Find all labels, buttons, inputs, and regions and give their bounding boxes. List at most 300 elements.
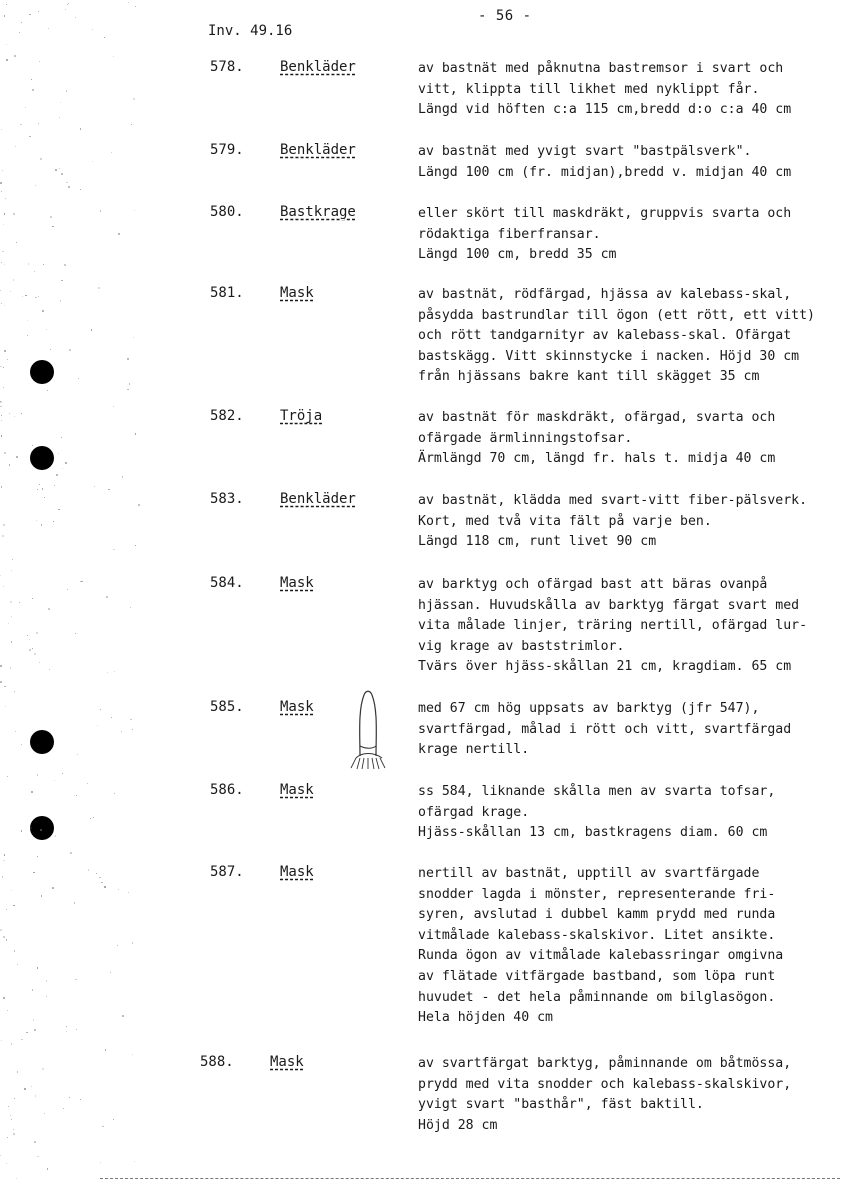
paper-speckle [60, 102, 61, 103]
description-line: huvudet - det hela påminnande om bilglasögon. [418, 989, 776, 1005]
paper-speckle [1, 1040, 2, 1041]
entry-description [418, 59, 858, 121]
paper-speckle [113, 549, 114, 550]
paper-speckle [91, 329, 93, 331]
paper-speckle [104, 37, 105, 38]
paper-speckle [21, 22, 22, 23]
paper-speckle [21, 744, 22, 745]
paper-speckle [0, 366, 1, 367]
paper-speckle [113, 1119, 114, 1120]
paper-speckle [62, 773, 63, 774]
paper-speckle [42, 1068, 44, 1070]
description-line: syren, avslutad i dubbel kamm prydd med runda [418, 907, 776, 923]
paper-speckle [66, 1031, 67, 1032]
paper-speckle [46, 980, 48, 982]
paper-speckle [31, 79, 32, 80]
paper-speckle [8, 1106, 9, 1107]
entry-number: 585. [210, 699, 244, 715]
paper-speckle [37, 774, 38, 775]
entry-name: Bastkrage [280, 204, 356, 220]
paper-speckle [7, 1010, 8, 1011]
paper-speckle [3, 367, 4, 368]
paper-speckle [36, 520, 37, 521]
description-line: eller skört till maskdräkt, gruppvis svarta och [418, 206, 792, 221]
paper-speckle [64, 264, 66, 266]
paper-speckle [99, 877, 100, 878]
paper-speckle [13, 213, 15, 215]
paper-speckle [65, 9, 66, 10]
paper-speckle [58, 453, 59, 454]
entry-name: Tröja [280, 408, 323, 424]
paper-speckle [39, 61, 40, 62]
paper-speckle [127, 358, 129, 360]
paper-speckle [61, 173, 63, 175]
paper-speckle [134, 1161, 135, 1162]
paper-speckle [48, 28, 49, 29]
paper-speckle [55, 169, 57, 171]
paper-speckle [135, 6, 136, 7]
paper-speckle [7, 359, 8, 360]
description-line: Tvärs över hjäss-skållan 21 cm, kragdiam. 65 cm [418, 659, 792, 675]
paper-speckle [39, 662, 40, 663]
paper-speckle [66, 1026, 67, 1027]
entry-name: Benkläder [280, 142, 356, 158]
description-line: Längd vid höften c:a 115 cm,bredd d:o c:a 40 cm [418, 102, 792, 118]
paper-speckle [11, 641, 13, 643]
paper-speckle [3, 524, 5, 526]
entry-number: 581. [210, 285, 244, 301]
paper-speckle [100, 1162, 102, 1164]
paper-speckle [75, 17, 76, 18]
paper-speckle [2, 251, 4, 253]
paper-speckle [1, 303, 2, 304]
paper-speckle [88, 869, 90, 871]
paper-speckle [66, 182, 68, 184]
entry-description [418, 408, 858, 470]
paper-speckle [0, 406, 1, 407]
paper-speckle [3, 586, 4, 587]
paper-speckle [0, 182, 2, 184]
paper-speckle [10, 291, 11, 292]
paper-speckle [32, 648, 33, 649]
paper-speckle [1, 191, 2, 192]
paper-speckle [90, 818, 91, 819]
paper-speckle [96, 873, 98, 875]
paper-speckle [21, 413, 22, 414]
paper-speckle [37, 967, 38, 968]
description-line: och rött tandgarnityr av kalebass-skal. Ofärgat [418, 328, 792, 344]
paper-speckle [59, 117, 60, 118]
entry-name: Benkläder [280, 59, 356, 75]
paper-speckle [2, 876, 4, 878]
paper-speckle [0, 1155, 1, 1156]
paper-speckle [129, 383, 130, 384]
paper-speckle [113, 406, 114, 407]
paper-speckle [29, 14, 30, 15]
paper-speckle [111, 717, 112, 718]
description-line: Längd 100 cm (fr. midjan),bredd v. midjan 40 cm [418, 164, 792, 180]
paper-speckle [76, 1029, 77, 1030]
paper-speckle [56, 474, 58, 476]
paper-speckle [100, 709, 101, 710]
paper-speckle [53, 521, 54, 522]
binder-hole [30, 816, 54, 840]
paper-speckle [19, 602, 20, 603]
paper-speckle [127, 389, 129, 391]
paper-speckle [87, 783, 88, 784]
paper-speckle [4, 305, 6, 307]
description-line: Runda ögon av vitmålade kalebassringar omgivna [418, 948, 784, 964]
description-line: påsydda bastrundlar till ögon (ett rött, ett vitt) [418, 307, 815, 323]
paper-speckle [2, 535, 4, 537]
paper-speckle [16, 242, 17, 243]
paper-speckle [59, 168, 60, 169]
paper-speckle [32, 598, 33, 599]
paper-speckle [34, 271, 35, 272]
entry-number: 580. [210, 204, 244, 220]
paper-speckle [0, 575, 1, 576]
paper-speckle [61, 437, 62, 438]
paper-speckle [62, 468, 64, 470]
paper-speckle [42, 488, 44, 490]
paper-speckle [11, 1043, 12, 1044]
paper-speckle [1, 435, 2, 436]
paper-speckle [37, 489, 38, 490]
paper-speckle [132, 729, 133, 730]
paper-speckle [42, 310, 44, 312]
paper-speckle [0, 665, 2, 667]
paper-speckle [70, 852, 72, 854]
paper-speckle [75, 979, 77, 981]
paper-speckle [41, 895, 42, 896]
paper-speckle [132, 1054, 133, 1055]
paper-speckle [11, 1119, 12, 1120]
paper-speckle [27, 335, 28, 336]
paper-speckle [35, 1095, 37, 1097]
paper-speckle [43, 264, 44, 265]
description-line: av bastnät med påknutna bastremsor i svart och [418, 61, 784, 76]
paper-speckle [60, 300, 61, 301]
paper-speckle [101, 882, 103, 884]
paper-speckle [110, 972, 111, 973]
paper-speckle [77, 754, 78, 755]
paper-speckle [117, 945, 118, 946]
paper-speckle [46, 329, 47, 330]
paper-speckle [32, 989, 33, 990]
paper-speckle [80, 128, 82, 130]
paper-speckle [122, 476, 124, 478]
paper-speckle [39, 484, 40, 485]
paper-speckle [16, 1178, 17, 1179]
paper-speckle [21, 1039, 23, 1041]
paper-speckle [65, 462, 67, 464]
description-line: av bastnät med yvigt svart "bastpälsverk". [418, 144, 752, 159]
description-line: av bastnät, rödfärgad, hjässa av kalebass-skal, [418, 287, 792, 302]
paper-speckle [130, 607, 131, 608]
paper-speckle [135, 545, 136, 546]
paper-speckle [16, 456, 18, 458]
binder-hole [30, 360, 54, 384]
paper-speckle [32, 445, 33, 446]
description-line: Längd 118 cm, runt livet 90 cm [418, 534, 657, 550]
paper-speckle [63, 1108, 64, 1109]
paper-speckle [1, 415, 2, 416]
paper-speckle [128, 2, 129, 3]
paper-speckle [25, 295, 26, 296]
paper-speckle [67, 589, 69, 591]
paper-speckle [13, 1133, 14, 1134]
paper-speckle [50, 349, 52, 351]
paper-speckle [122, 1015, 124, 1017]
paper-speckle [68, 3, 69, 4]
paper-speckle [69, 349, 71, 351]
paper-speckle [9, 413, 10, 414]
description-line: vig krage av baststrimlor. [418, 638, 625, 654]
paper-speckle [128, 892, 129, 893]
paper-speckle [7, 776, 8, 777]
paper-speckle [100, 210, 101, 211]
paper-speckle [6, 44, 7, 45]
paper-speckle [74, 902, 75, 903]
paper-speckle [25, 107, 26, 108]
paper-speckle [78, 378, 79, 379]
paper-speckle [47, 390, 48, 391]
paper-speckle [6, 1163, 7, 1164]
description-line: bastskägg. Vitt skinnstycke i nacken. Höjd 30 cm [418, 348, 800, 364]
paper-speckle [37, 1156, 39, 1158]
paper-speckle [14, 55, 16, 57]
entry-description [418, 864, 858, 1029]
paper-speckle [24, 1088, 26, 1090]
entry-description [418, 491, 858, 553]
paper-speckle [131, 124, 132, 125]
paper-speckle [81, 581, 83, 583]
paper-speckle [40, 829, 42, 831]
paper-speckle [130, 719, 131, 720]
paper-speckle [14, 691, 15, 692]
paper-speckle [75, 633, 76, 634]
entry-name: Mask [280, 285, 314, 301]
paper-speckle [33, 1019, 34, 1020]
paper-speckle [61, 280, 63, 282]
paper-speckle [132, 942, 134, 944]
paper-speckle [134, 210, 135, 211]
description-line: av barktyg och ofärgad bast att bäras ovanpå [418, 577, 768, 592]
paper-speckle [10, 1115, 11, 1116]
paper-speckle [113, 56, 115, 58]
description-line: vitt, klippta till likhet med nyklippt får. [418, 81, 760, 97]
paper-speckle [6, 909, 8, 911]
paper-speckle [3, 860, 5, 862]
description-line: av bastnät för maskdräkt, ofärgad, svarta och [418, 410, 776, 425]
paper-speckle [33, 872, 34, 873]
paper-speckle [28, 263, 29, 264]
paper-speckle [6, 939, 7, 940]
description-line: vita målade linjer, träring nertill, ofärgad lur- [418, 618, 808, 634]
paper-speckle [133, 98, 135, 100]
paper-speckle [31, 791, 33, 793]
entry-name: Mask [280, 699, 314, 715]
paper-speckle [40, 158, 42, 160]
paper-speckle [10, 601, 12, 603]
description-line: vitmålade kalebass-skalskivor. Litet ansikte. [418, 927, 776, 943]
entry-name: Mask [280, 864, 314, 880]
paper-speckle [54, 780, 55, 781]
paper-speckle [9, 464, 11, 466]
entry-number: 578. [210, 59, 244, 75]
paper-speckle [3, 997, 5, 999]
paper-speckle [29, 639, 30, 640]
paper-speckle [4, 452, 6, 454]
paper-speckle [20, 124, 22, 126]
entry-number: 586. [210, 782, 244, 798]
paper-speckle [97, 725, 98, 726]
paper-speckle [11, 616, 12, 617]
paper-speckle [133, 337, 134, 338]
paper-speckle [4, 686, 5, 687]
paper-speckle [58, 509, 59, 510]
description-line: av svartfärgat barktyg, påminnande om båtmössa, [418, 1056, 792, 1071]
paper-speckle [1, 420, 2, 421]
paper-speckle [105, 1049, 107, 1051]
paper-speckle [36, 632, 38, 634]
paper-speckle [50, 216, 52, 218]
entry-description [418, 1054, 858, 1136]
description-line: krage nertill. [418, 742, 530, 758]
entry-description [418, 142, 858, 183]
paper-speckle [69, 1097, 70, 1098]
description-line: snodder lagda i mönster, representerande fri- [418, 886, 776, 902]
description-line: Hjäss-skållan 13 cm, bastkragens diam. 60 cm [418, 825, 768, 841]
description-line: Hela höjden 40 cm [418, 1010, 553, 1026]
description-line: med 67 cm hög uppsats av barktyg (jfr 547), [418, 701, 760, 716]
paper-speckle [4, 854, 5, 855]
paper-speckle [118, 233, 120, 235]
entry-number: 584. [210, 575, 244, 591]
description-line: ofärgad krage. [418, 804, 530, 820]
description-line: yvigt svart "basthår", fäst baktill. [418, 1097, 704, 1113]
paper-speckle [26, 1032, 28, 1034]
entry-name: Mask [280, 575, 314, 591]
paper-speckle [47, 1168, 48, 1169]
entry-description [418, 699, 858, 761]
paper-speckle [10, 667, 11, 668]
paper-speckle [1, 262, 2, 263]
paper-speckle [3, 936, 5, 938]
paper-speckle [38, 123, 39, 124]
paper-speckle [114, 671, 115, 672]
description-line: från hjässans bakre kant till skägget 35 cm [418, 369, 760, 385]
paper-speckle [4, 264, 5, 265]
paper-speckle [46, 996, 47, 997]
paper-speckle [49, 669, 50, 670]
paper-speckle [4, 213, 6, 215]
paper-speckle [0, 290, 1, 291]
paper-speckle [13, 905, 15, 907]
paper-speckle [29, 649, 31, 651]
binder-hole [30, 730, 54, 754]
paper-speckle [14, 950, 16, 952]
paper-speckle [14, 416, 15, 417]
entry-description [418, 285, 858, 388]
paper-speckle [29, 136, 30, 137]
binder-hole [30, 446, 54, 470]
entry-name: Mask [280, 782, 314, 798]
paper-speckle [80, 1099, 81, 1100]
paper-speckle [34, 653, 36, 655]
paper-speckle [114, 793, 115, 794]
paper-speckle [98, 287, 100, 289]
paper-speckle [135, 433, 137, 435]
paper-speckle [38, 296, 39, 297]
description-line: hjässan. Huvudskålla av barktyg färgat svart med [418, 597, 800, 613]
entry-description [418, 204, 858, 266]
paper-speckle [55, 835, 56, 836]
paper-speckle [13, 1129, 14, 1130]
paper-speckle [4, 350, 5, 351]
description-line: av bastnät, klädda med svart-vitt fiber-pälsverk. [418, 493, 808, 508]
paper-speckle [93, 817, 94, 818]
description-line: svartfärgad, målad i rött och vitt, svartfärgad [418, 721, 792, 737]
entry-number: 587. [210, 864, 244, 880]
paper-speckle [34, 1029, 35, 1030]
description-line: ss 584, liknande skålla men av svarta tofsar, [418, 784, 776, 799]
description-line: av flätade vitfärgade bastband, som löpa runt [418, 968, 776, 984]
paper-speckle [6, 59, 8, 61]
paper-speckle [0, 401, 1, 402]
paper-speckle [52, 887, 54, 889]
paper-speckle [8, 623, 9, 624]
paper-speckle [121, 731, 123, 733]
paper-speckle [1, 486, 3, 488]
paper-speckle [27, 635, 28, 636]
description-line: ofärgade ärmlinningstofsar. [418, 430, 633, 446]
description-line: rödaktiga fiberfransar. [418, 226, 601, 242]
entry-number: 588. [200, 1054, 234, 1070]
paper-speckle [106, 596, 108, 598]
mask-sketch-illustration [344, 688, 392, 770]
description-line: Kort, med två vita fält på varje ben. [418, 513, 712, 529]
paper-speckle [44, 1113, 45, 1114]
paper-speckle [6, 4, 8, 6]
paper-speckle [80, 189, 81, 190]
entry-number: 579. [210, 142, 244, 158]
paper-speckle [111, 152, 112, 153]
paper-speckle [32, 89, 34, 91]
paper-speckle [0, 929, 2, 931]
paper-speckle [94, 486, 95, 487]
paper-speckle [7, 1137, 8, 1138]
paper-speckle [37, 856, 38, 857]
inventory-number: Inv. 49.16 [208, 23, 293, 39]
entry-description [418, 782, 858, 844]
entry-name: Mask [270, 1054, 304, 1070]
bottom-edge-rule [100, 1178, 840, 1179]
paper-speckle [102, 1126, 103, 1127]
description-line: prydd med vita snodder och kalebass-skalskivor, [418, 1076, 792, 1092]
paper-speckle [76, 795, 77, 796]
paper-speckle [22, 296, 23, 297]
paper-speckle [1, 129, 2, 130]
paper-speckle [66, 90, 67, 91]
description-line: Längd 100 cm, bredd 35 cm [418, 247, 617, 263]
paper-speckle [138, 504, 140, 506]
paper-speckle [104, 886, 105, 887]
paper-speckle [11, 570, 12, 571]
paper-speckle [107, 672, 108, 673]
description-line: nertill av bastnät, upptill av svartfärgade [418, 866, 760, 881]
paper-speckle [30, 827, 32, 829]
